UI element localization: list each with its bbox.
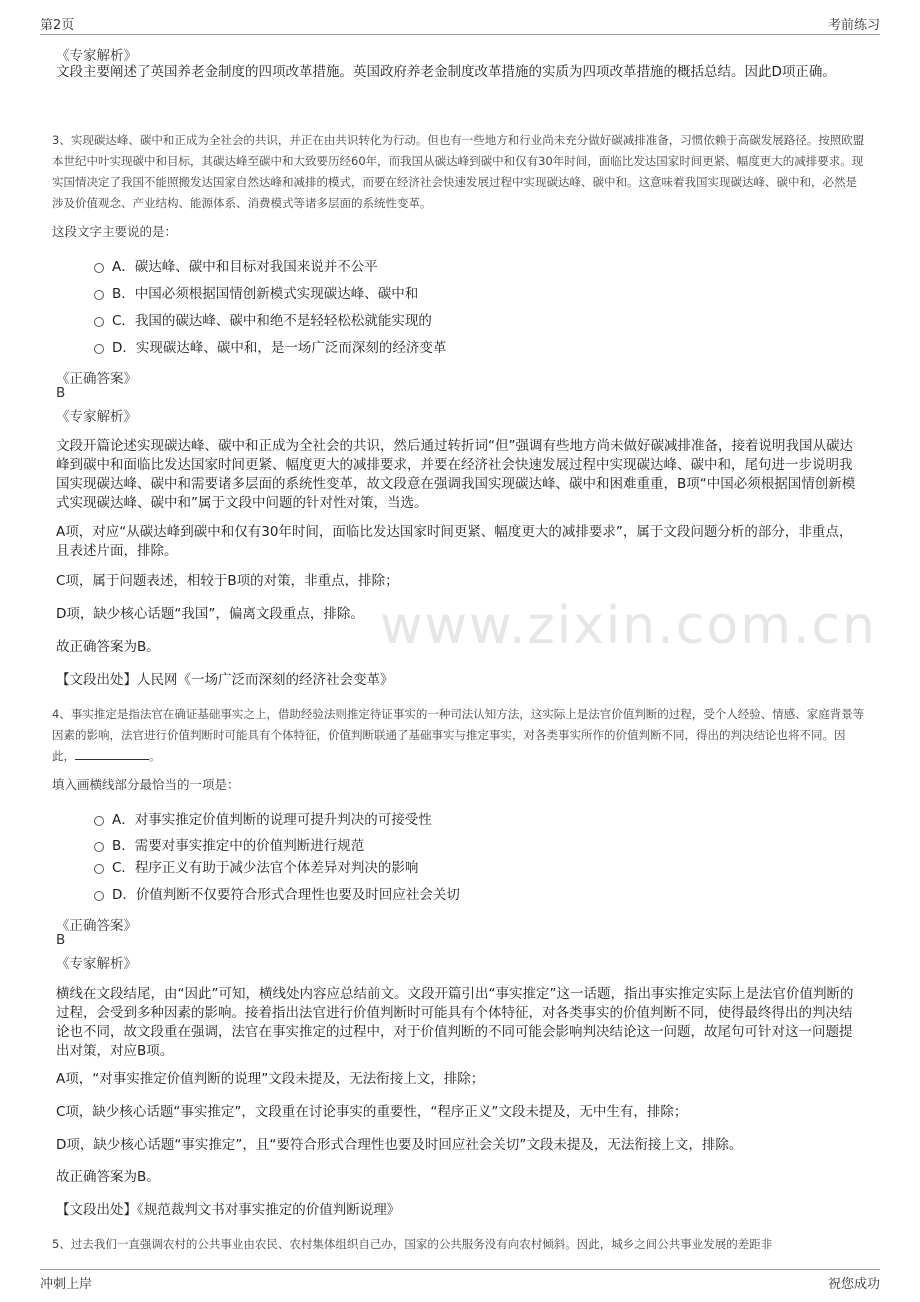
q3-analysis-label: 《专家解析》 <box>56 409 137 425</box>
q3-answer-label: 《正确答案》 <box>56 371 137 387</box>
radio-icon[interactable] <box>94 816 104 826</box>
q3-analysis-para: 文段开篇论述实现碳达峰、碳中和正成为全社会的共识，然后通过转折词“但”强调有些地方尚未做好碳减排准备，接着说明我国从碳达峰到碳中和面临比发达国家时间更紧、幅度更大的减排要求，并要在经济社会快速发展过程中实现碳达峰、碳中和，尾句进一步说明我国实现碳达峰、碳中和需要诸多层面的系统性变革，故文段意在强调我国实现碳达峰、碳中和困难重重，B项“中国必须根据国情创新模式实现碳达峰、碳中和”属于文段中问题的针对性对策，当选。 <box>56 438 856 511</box>
q4-stem: 4、事实推定是指法官在确证基础事实之上，借助经验法则推定待证事实的一种司法认知方法，这实际上是法官价值判断的过程，受个人经验、情感、家庭背景等因素的影响，法官进行价值判断时可能具有个体特征，价值判断联通了基础事实与推定事实，对各类事实所作的价值判断不同，得出的判决结论也将不同。因此， 。 <box>52 707 865 763</box>
header-title: 考前练习 <box>827 18 880 33</box>
q3-answer: B <box>56 385 66 401</box>
q2-analysis-label: 《专家解析》 <box>56 48 137 64</box>
q4-option-c[interactable]: C．程序正义有助于减少法官个体差异对判决的影响 <box>94 858 418 878</box>
q3-option-d[interactable]: D．实现碳达峰、碳中和，是一场广泛而深刻的经济变革 <box>94 338 446 358</box>
q3-option-b[interactable]: B．中国必须根据国情创新模式实现碳达峰、碳中和 <box>94 284 418 304</box>
q4-answer: B <box>56 932 66 948</box>
watermark: www.zixin.com.cn <box>380 596 877 656</box>
q4-analysis-para: 故正确答案为B。 <box>56 1169 160 1185</box>
page-number: 第2页 <box>40 18 75 33</box>
q4-option-b[interactable]: B．需要对事实推定中的价值判断进行规范 <box>94 836 364 856</box>
q3-analysis-para: D项，缺少核心话题“我国”，偏离文段重点，排除。 <box>56 606 364 622</box>
q3-analysis-para: A项，对应“从碳达峰到碳中和仅有30年时间，面临比发达国家时间更紧、幅度更大的减排要求”，属于文段问题分析的部分，非重点，且表述片面，排除。 <box>56 524 853 559</box>
radio-icon[interactable] <box>94 864 104 874</box>
q3-analysis-para: C项，属于问题表述，相较于B项的对策，非重点，排除； <box>56 573 399 589</box>
q3-option-a[interactable]: A．碳达峰、碳中和目标对我国来说并不公平 <box>94 257 378 277</box>
q3-question: 这段文字主要说的是： <box>52 224 178 239</box>
q3-source: 【文段出处】人民网《一场广泛而深刻的经济社会变革》 <box>56 672 394 688</box>
radio-icon[interactable] <box>94 317 104 327</box>
q3-option-c[interactable]: C．我国的碳达峰、碳中和绝不是轻轻松松就能实现的 <box>94 311 432 331</box>
page-footer <box>40 1269 880 1292</box>
q3-stem: 3、实现碳达峰、碳中和正成为全社会的共识，并正在由共识转化为行动。但也有一些地方和行业尚未充分做好碳减排准备，习惯依赖于高碳发展路径。按照欧盟本世纪中叶实现碳中和目标，其碳达峰至碳中和大致要历经60年，而我国从碳达峰到碳中和仅有30年时间，面临比发达国家时间更紧、幅度更大的减排要求。现实国情决定了我国不能照搬发达国家自然达峰和减排的模式，而要在经济社会快速发展过程中实现碳达峰、碳中和。这意味着我国实现碳达峰、碳中和，必然是涉及价值观念、产业结构、能源体系、消费模式等诸多层面的系统性变革。 <box>52 133 865 210</box>
page-header <box>40 12 880 35</box>
q4-source: 【文段出处】《规范裁判文书对事实推定的价值判断说理》 <box>56 1202 401 1218</box>
footer-left: 冲刺上岸 <box>40 1277 93 1292</box>
q2-analysis-text: 文段主要阐述了英国养老金制度的四项改革措施。英国政府养老金制度改革措施的实质为四项改革措施的概括总结。因此D项正确。 <box>56 64 836 80</box>
radio-icon[interactable] <box>94 891 104 901</box>
q4-analysis-para: D项，缺少核心话题“事实推定”，且“要符合形式合理性也要及时回应社会关切”文段未提及，无法衔接上文，排除。 <box>56 1137 743 1153</box>
q4-question: 填入画横线部分最恰当的一项是： <box>52 777 240 792</box>
q4-analysis-para: 横线在文段结尾，由“因此”可知，横线处内容应总结前文。文段开篇引出“事实推定”这一话题，指出事实推定实际上是法官价值判断的过程，会受到多种因素的影响。接着指出法官进行价值判断时可能具有个体特征，对各类事实的价值判断不同，使得最终得出的判决结论也不同，故文段重在强调，法官在事实推定的过程中，对于价值判断的不同可能会影响判决结论这一问题，故尾句可针对这一问题提出对策，对应B项。 <box>56 986 854 1059</box>
radio-icon[interactable] <box>94 344 104 354</box>
q4-analysis-para: C项，缺少核心话题“事实推定”，文段重在讨论事实的重要性，“程序正义”文段未提及，无中生有，排除； <box>56 1104 688 1120</box>
q4-option-a[interactable]: A．对事实推定价值判断的说理可提升判决的可接受性 <box>94 810 432 830</box>
footer-right: 祝您成功 <box>827 1277 880 1292</box>
radio-icon[interactable] <box>94 842 104 852</box>
radio-icon[interactable] <box>94 290 104 300</box>
q4-answer-label: 《正确答案》 <box>56 918 137 934</box>
q4-analysis-para: A项，“对事实推定价值判断的说理”文段未提及，无法衔接上文，排除； <box>56 1071 485 1087</box>
q5-stem: 5、过去我们一直强调农村的公共事业由农民、农村集体组织自己办，国家的公共服务没有向农村倾斜。因此，城乡之间公共事业发展的差距非 <box>52 1237 773 1251</box>
q4-option-d[interactable]: D．价值判断不仅要符合形式合理性也要及时回应社会关切 <box>94 885 460 905</box>
answer-blank <box>75 747 149 760</box>
q3-analysis-para: 故正确答案为B。 <box>56 639 160 655</box>
q4-analysis-label: 《专家解析》 <box>56 956 137 972</box>
radio-icon[interactable] <box>94 263 104 273</box>
